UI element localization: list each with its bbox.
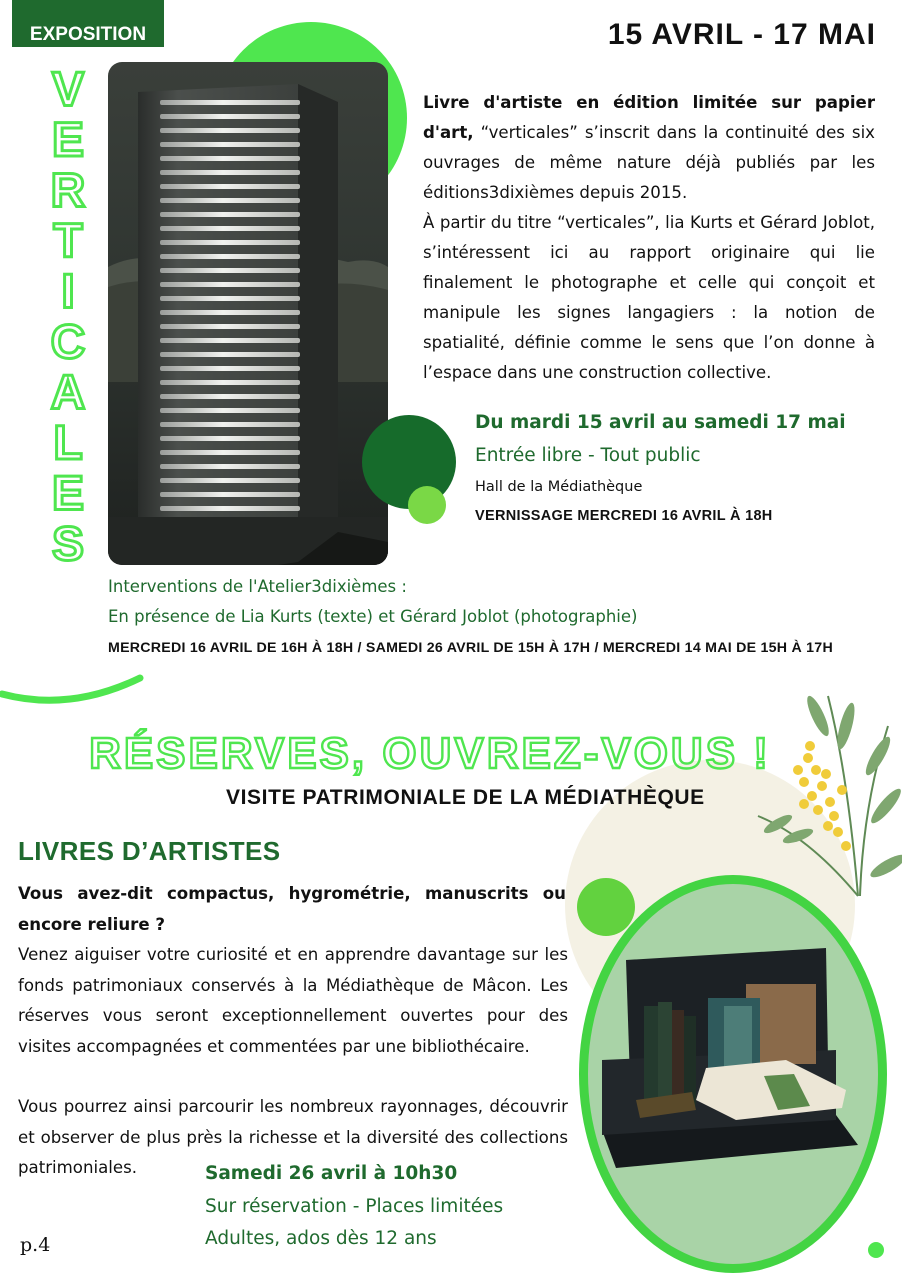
vertical-title-letter: R [50,164,86,218]
description-rest: “verticales” s’inscrit dans la continuité des six ouvrages de même nature déjà publiés par les éditions3dixièmes depuis 2015. [423,123,875,202]
artist-books-photo [596,940,860,1170]
exposition-tag [12,0,164,47]
exhibition-description [423,88,875,388]
decorative-arc [0,640,160,720]
interventions-dates: MERCREDI 16 AVRIL DE 16H À 18H / SAMEDI 26 AVRIL DE 15H À 17H / MERCREDI 14 MAI DE 15H À 17H [108,640,833,656]
mimosa-illustration [738,686,902,910]
description-paragraph-2: À partir du titre “verticales”, lia Kurts et Gérard Joblot, s’intéressent ici au rapport originaire qui lie finalement le photographe et celle qui conçoit et manipule les signes langagiers : la notion de spatialité, définie comme le sens que l’on donne à l’espace dans une construction collective. [423,213,875,382]
reserves-date: Samedi 26 avril à 10h30 [205,1163,458,1184]
exhibition-dates: Du mardi 15 avril au samedi 17 mai [475,412,846,433]
description-paragraph-1 [423,88,875,208]
artwork-photo [108,62,388,565]
decorative-lime-disc-2 [577,878,635,936]
page-number: p.4 [20,1234,51,1256]
vertical-title-letter: E [51,467,85,521]
vertical-title-letter: L [53,416,83,470]
reserves-booking: Sur réservation - Places limitées [205,1195,504,1217]
vertical-title-letter: I [61,265,75,319]
exhibition-info [475,406,846,524]
reserves-subtitle: VISITE PATRIMONIALE DE LA MÉDIATHÈQUE [226,786,705,809]
reserves-title [70,722,790,780]
vertical-title [40,62,96,567]
vertical-title-letter: E [51,113,85,167]
exposition-tag-label: EXPOSITION [29,24,147,45]
vertical-title-letter: T [53,214,83,268]
reserves-question: Vous avez-dit compactus, hygrométrie, manuscrits ou encore reliure ? [18,884,566,934]
reserves-title-text: RÉSERVES, OUVREZ-VOUS ! [89,729,771,778]
vertical-title-letter: V [51,63,85,117]
exhibition-place: Hall de la Médiathèque [475,479,643,495]
interventions [108,572,637,632]
decorative-lime-disc [408,486,446,524]
reserves-audience: Adultes, ados dès 12 ans [205,1228,437,1249]
description-lead: Livre d'artiste en édition limitée sur papier d'art, [423,93,875,142]
exhibition-entry: Entrée libre - Tout public [475,445,701,466]
vertical-title-letter: A [50,366,86,420]
reserves-paragraph-1: Venez aiguiser votre curiosité et en apprendre davantage sur les fonds patrimoniaux conservés à la Médiathèque de Mâcon. Les réserves vous seront exceptionnellement ouvertes pour des visites accompagnées et commentées par une bibliothécaire. [18,945,568,1056]
decorative-dot [868,1242,884,1258]
vertical-title-letter: S [51,517,85,567]
interventions-line-2: En présence de Lia Kurts (texte) et Gérard Joblot (photographie) [108,607,638,626]
vertical-title-letter: C [50,315,86,369]
reserves-paragraph-2: Vous pourrez ainsi parcourir les nombreux rayonnages, découvrir et observer de plus près la richesse et la diversité des collections patrimoniales. [18,1097,568,1177]
reserves-info [205,1158,503,1256]
interventions-line-1: Interventions de l'Atelier3dixièmes : [108,577,407,596]
reserves-description [18,879,568,1184]
section-title: LIVRES D’ARTISTES [18,836,281,866]
date-range: 15 AVRIL - 17 MAI [607,18,876,51]
vernissage: VERNISSAGE MERCREDI 16 AVRIL À 18H [475,508,773,524]
